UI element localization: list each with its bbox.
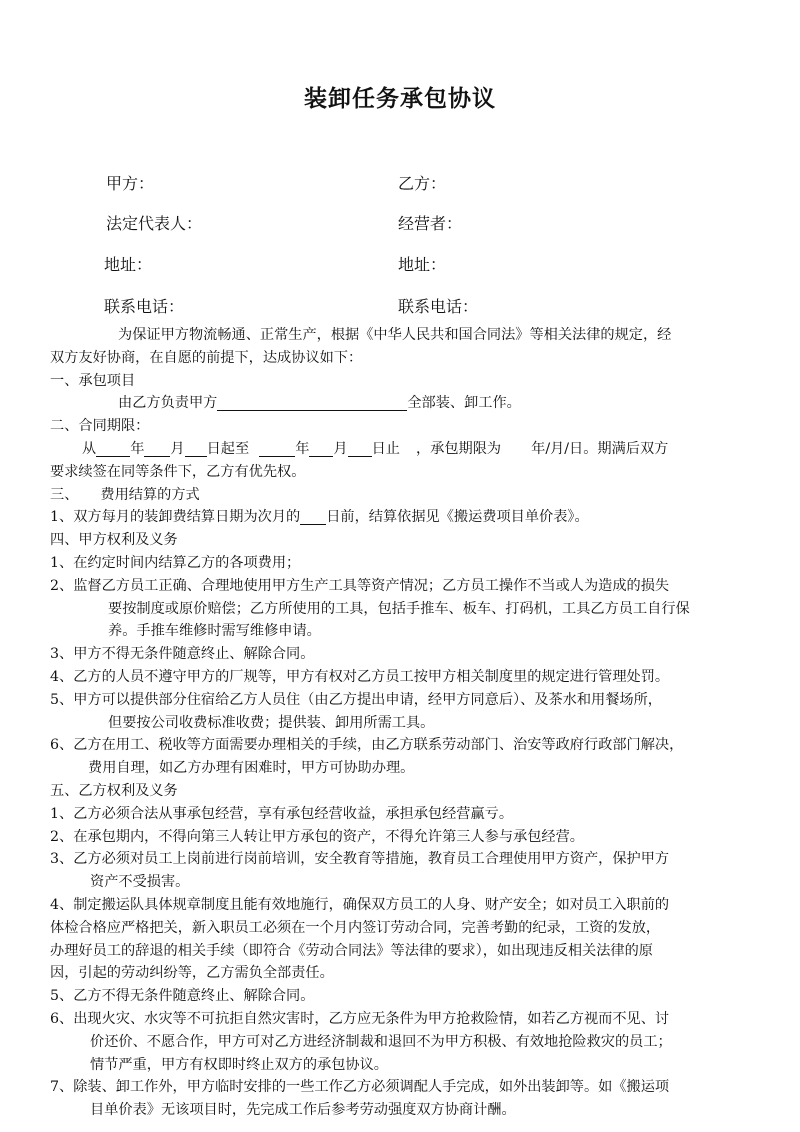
settlement-day-blank	[300, 508, 326, 525]
section2-period-line: 从 年 月 日起至 年 月 日止 ，承包期限为 年/月/日。期满后双方	[82, 440, 669, 457]
section5-heading: 五、乙方权利及义务	[50, 782, 178, 799]
section4-item-3: 3、甲方不得无条件随意终止、解除合同。	[50, 646, 315, 663]
section4-item-5-line-2: 但要按公司收费标准收费；提供装、卸用所需工具。	[108, 714, 435, 731]
section3-heading: 三、 费用结算的方式	[50, 486, 200, 503]
address-b-label: 地址：	[398, 255, 447, 274]
section5-item-5: 5、乙方不得无条件随意终止、解除合同。	[50, 988, 315, 1005]
section5-item-6-line-1: 6、出现火灾、水灾等不可抗拒自然灾害时，乙方应无条件为甲方抢救险情，如若乙方视而不见、讨	[50, 1010, 670, 1027]
legal-rep-label: 法定代表人：	[106, 214, 203, 233]
section4-item-2-line-1: 2、监督乙方员工正确、合理地使用甲方生产工具等资产情况；乙方员工操作不当或人为造成的损失	[50, 577, 670, 594]
party-row-2	[0, 212, 800, 236]
section4-item-2-line-2: 要按制度或原价赔偿；乙方所使用的工具，包括手推车、板车、打码机，工具乙方员工自行保	[108, 600, 690, 617]
end-year-blank	[259, 440, 295, 457]
section4-item-2-line-3: 养。手推车维修时需写维修申请。	[108, 623, 321, 640]
intro-line-2: 双方友好协商，在自愿的前提下，达成协议如下：	[50, 349, 363, 366]
section2-line-2: 要求续签在同等条件下，乙方有优先权。	[50, 463, 306, 480]
end-day-blank	[348, 440, 372, 457]
section4-item-6-line-1: 6、乙方在用工、税收等方面需要办理相关的手续，由乙方联系劳动部门、治安等政府行政部门解决，	[50, 737, 684, 754]
section4-heading: 四、甲方权利及义务	[50, 532, 178, 549]
phone-a-label: 联系电话：	[104, 297, 185, 316]
party-a-label: 甲方：	[106, 174, 155, 193]
end-month-blank	[309, 440, 333, 457]
start-year-blank	[96, 440, 130, 457]
start-day-blank	[185, 440, 207, 457]
section5-item-4-line-2: 体检合格应严格把关，新入职员工必须在一个月内签订劳动合同，完善考勤的纪录，工资的发放，	[50, 919, 661, 936]
section5-item-2: 2、在承包期内，不得向第三人转让甲方承包的资产，不得允许第三人参与承包经营。	[50, 828, 584, 845]
party-b-label: 乙方：	[398, 174, 447, 193]
section1-text: 由乙方负责甲方 全部装、卸工作。	[118, 395, 521, 412]
phone-b-label: 联系电话：	[398, 297, 479, 316]
section5-item-7-line-2: 目单价表》无该项目时，先完成工作后参考劳动强度双方协商计酬。	[90, 1102, 516, 1119]
start-month-blank	[144, 440, 170, 457]
section4-item-6-line-2: 费用自理，如乙方办理有困难时，甲方可协助办理。	[88, 760, 415, 777]
section5-item-1: 1、乙方必须合法从事承包经营，享有承包经营收益，承担承包经营赢亏。	[50, 805, 514, 822]
address-a-label: 地址：	[104, 255, 153, 274]
party-row-3	[0, 253, 800, 277]
project-blank	[217, 394, 407, 411]
section4-item-5-line-1: 5、甲方可以提供部分住宿给乙方人员住（由乙方提出申请，经甲方同意后）、及茶水和用餐场所，	[50, 691, 662, 708]
section4-item-4: 4、乙方的人员不遵守甲方的厂规等，甲方有权对乙方员工按甲方相关制度里的规定进行管理处罚。	[50, 668, 670, 685]
section5-item-4-line-1: 4、制定搬运队具体规章制度且能有效地施行，确保双方员工的人身、财产安全；如对员工入职前的	[50, 896, 670, 913]
section5-item-3-line-1: 3、乙方必须对员工上岗前进行岗前培训，安全教育等措施，教育员工合理使用甲方资产，保护甲方	[50, 851, 670, 868]
section2-heading: 二、合同期限：	[50, 418, 150, 435]
section4-item-1: 1、在约定时间内结算乙方的各项费用；	[50, 554, 301, 571]
section5-item-6-line-2: 价还价、不愿合作，甲方可对乙方进经济制裁和退回不为甲方积极、有效地抢险救灾的员工；	[90, 1033, 672, 1050]
section5-item-4-line-3: 办理好员工的辞退的相关手续（即符合《劳动合同法》等法律的要求），如出现违反相关法律的原	[50, 942, 653, 959]
section3-item-1: 1、双方每月的装卸费结算日期为次月的 日前，结算依据见《搬运费项目单价表》。	[50, 509, 589, 526]
agreement-body	[50, 324, 752, 1122]
section5-item-3-line-2: 资产不受损害。	[90, 874, 190, 891]
section5-item-6-line-3: 情节严重，甲方有权即时终止双方的承包协议。	[90, 1056, 388, 1073]
document-title: 装卸任务承包协议	[304, 85, 496, 112]
section5-item-4-line-4: 因，引起的劳动纠纷等，乙方需负全部责任。	[50, 965, 334, 982]
party-row-4	[0, 295, 800, 319]
party-row-1	[0, 172, 800, 196]
intro-line-1: 为保证甲方物流畅通、正常生产，根据《中华人民共和国合同法》等相关法律的规定，经	[118, 327, 672, 343]
section1-heading: 一、承包项目	[50, 372, 136, 389]
section5-item-7-line-1: 7、除装、卸工作外，甲方临时安排的一些工作乙方必须调配人手完成，如外出装卸等。如《搬运项	[50, 1079, 670, 1096]
operator-label: 经营者：	[398, 214, 463, 233]
